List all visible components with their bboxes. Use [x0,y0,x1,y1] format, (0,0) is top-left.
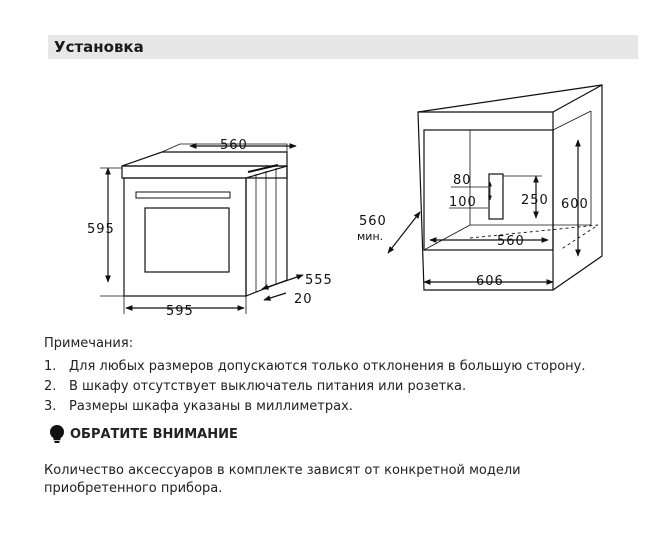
note-item [44,356,644,376]
notes-title: Примечания: [44,336,134,351]
vent-height-label: 80 [453,173,472,188]
section-title: Установка [54,38,144,56]
vent-distance-label: 250 [521,193,549,208]
warning-text: Количество аксессуаров в комплекте зависят от конкретной модели приобретенного прибора. [44,463,521,496]
oven-width-front-label: 595 [166,304,194,319]
note-text: Для любых размеров допускаются только отклонения в большую сторону. [69,358,586,374]
cabinet-depth-label: 560 [359,214,387,229]
cabinet-depth-unit: мин. [357,230,384,243]
oven-door-label: 20 [294,292,313,307]
section-header [48,35,638,59]
cabinet-height-label: 600 [561,197,589,212]
cabinet-inner-width-label: 560 [497,234,525,249]
oven-depth-label: 555 [305,273,333,288]
oven-width-top-label: 560 [220,138,248,153]
notes-list [44,356,644,416]
note-item [44,396,644,416]
vent-width-label: 100 [449,195,477,210]
installation-diagram [0,60,660,320]
note-text: Размеры шкафа указаны в миллиметрах. [69,398,353,414]
lightbulb-icon [48,424,66,444]
warning-heading [48,424,238,444]
notes-block [44,336,644,416]
cabinet-outer-width-label: 606 [476,274,504,289]
oven-drawing [122,144,287,296]
note-number: 2. [44,378,57,394]
note-number: 3. [44,398,57,414]
note-text: В шкафу отсутствует выключатель питания или розетка. [69,378,467,394]
note-number: 1. [44,358,57,374]
note-item [44,376,644,396]
cabinet-drawing [418,85,602,290]
warning-title: ОБРАТИТЕ ВНИМАНИЕ [70,426,238,442]
oven-height-label: 595 [87,222,115,237]
